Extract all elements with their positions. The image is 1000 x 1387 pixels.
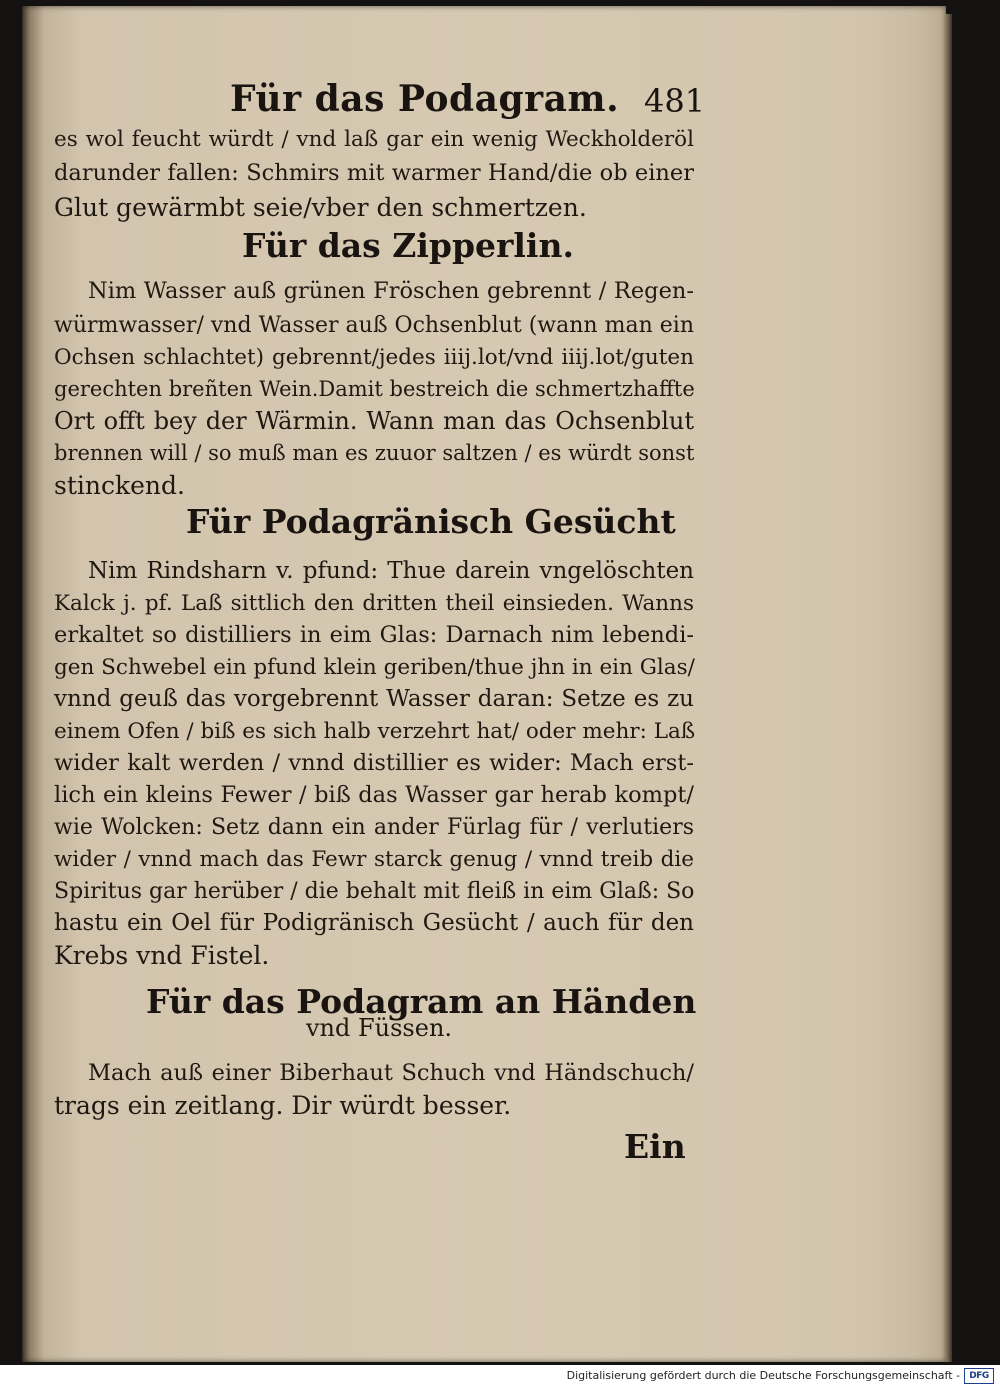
text-line: einem Ofen / biß es sich halb verzehrt hat/ oder mehr: Laß <box>54 719 696 744</box>
section-heading-haenden: Für das Podagram an Händen <box>146 982 697 1021</box>
text-line: wider kalt werden / vnnd distillier es wider: Mach erst- <box>54 750 694 776</box>
text-line: trags ein zeitlang. Dir würdt besser. <box>54 1091 512 1120</box>
text-line: darunder fallen: Schmirs mit warmer Hand/die ob einer <box>54 160 694 186</box>
text-line: hastu ein Oel für Podigränisch Gesücht / auch für den <box>54 910 694 936</box>
text-line: lich ein kleins Fewer / biß das Wasser gar herab kompt/ <box>54 782 694 808</box>
text-line: vnnd geuß das vorgebrennt Wasser daran: Setze es zu <box>54 686 694 712</box>
text-line: Glut gewärmbt seie/vber den schmertzen. <box>54 193 587 222</box>
text-line: stinckend. <box>54 471 185 500</box>
section-subheading: vnd Füssen. <box>306 1014 453 1042</box>
text-line: Nim Wasser auß grünen Fröschen gebrennt / Regen- <box>88 278 694 304</box>
catchword: Ein <box>624 1127 686 1166</box>
text-line: Nim Rindsharn v. pfund: Thue darein vngelöschten <box>88 558 694 584</box>
text-line: wider / vnnd mach das Fewr starck genug / vnnd treib die <box>54 847 694 872</box>
text-line: Ochsen schlachtet) gebrennt/jedes iiij.lot/vnd iiij.lot/guten <box>54 345 694 370</box>
text-line: Mach auß einer Biberhaut Schuch vnd Händschuch/ <box>88 1060 694 1086</box>
text-line: Ort offt bey der Wärmin. Wann man das Ochsenblut <box>54 407 694 435</box>
text-line: brennen will / so muß man es zuuor saltzen / es würdt sonst <box>54 441 695 465</box>
page-number: 481 <box>644 82 706 120</box>
text-line: Spiritus gar herüber / die behalt mit fleiß in eim Glaß: So <box>54 879 695 904</box>
running-head: Für das Podagram. <box>230 78 620 120</box>
section-heading-podagraenisch: Für Podagränisch Gesücht <box>186 502 676 541</box>
text-line: würmwasser/ vnd Wasser auß Ochsenblut (wann man ein <box>54 313 694 338</box>
text-line: es wol feucht würdt / vnd laß gar ein wenig Weckholderöl <box>54 127 694 152</box>
text-line: Krebs vnd Fistel. <box>54 941 270 970</box>
text-line: gerechten breñten Wein.Damit bestreich die schmertzhaffte <box>54 377 695 401</box>
text-line: wie Wolcken: Setz dann ein ander Fürlag für / verlutiers <box>54 815 694 840</box>
page-edge-shadow <box>946 14 952 1362</box>
dfg-logo-icon: DFG <box>964 1368 994 1384</box>
section-heading-zipperlin: Für das Zipperlin. <box>242 226 574 265</box>
text-line: erkaltet so distilliers in eim Glas: Darnach nim lebendi- <box>54 622 694 648</box>
funding-credit: Digitalisierung gefördert durch die Deutsche Forschungsgemeinschaft - <box>566 1369 960 1382</box>
text-line: Kalck j. pf. Laß sittlich den dritten theil einsieden. Wanns <box>54 591 694 616</box>
text-line: gen Schwebel ein pfund klein geriben/thue jhn in ein Glas/ <box>54 655 695 680</box>
